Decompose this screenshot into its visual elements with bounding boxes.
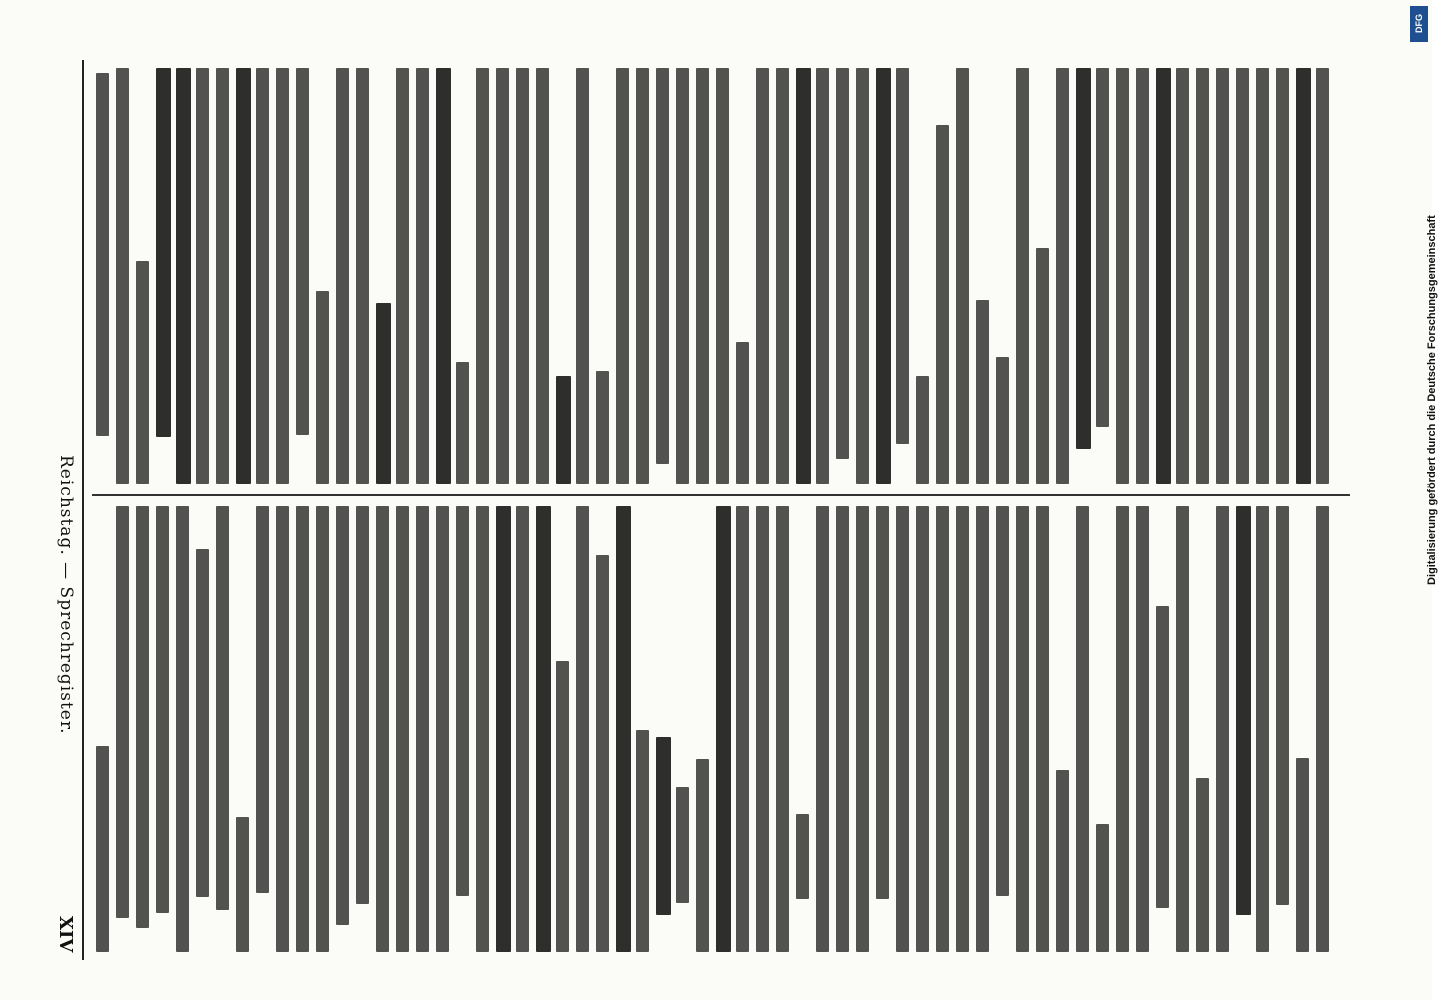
text-line: [196, 549, 209, 897]
text-line: [636, 730, 649, 952]
text-line: [256, 68, 269, 484]
text-line: [476, 506, 489, 952]
text-line: [996, 357, 1009, 484]
text-line: [776, 68, 789, 484]
text-line: [456, 506, 469, 896]
text-line: [316, 506, 329, 952]
text-line: [136, 261, 149, 484]
text-line: [1196, 778, 1209, 952]
text-line: [896, 506, 909, 952]
text-line: [1076, 68, 1091, 449]
text-line: [396, 506, 409, 952]
text-line: [1276, 506, 1289, 905]
text-line: [576, 68, 589, 484]
text-line: [356, 506, 369, 904]
running-header-title: Reichstag. — Sprechregister.: [56, 455, 76, 735]
text-line: [496, 506, 511, 952]
text-line: [1176, 68, 1189, 484]
text-line: [516, 68, 529, 484]
text-line: [1156, 68, 1171, 484]
text-line: [416, 506, 429, 952]
text-line: [236, 817, 249, 952]
text-line: [516, 506, 529, 952]
text-line: [676, 787, 689, 903]
text-line: [476, 68, 489, 484]
text-line: [676, 68, 689, 484]
text-line: [636, 68, 649, 484]
digitization-credit: Digitalisierung gefördert durch die Deutsche Forschungsgemeinschaft: [1426, 215, 1438, 585]
text-line: [596, 371, 609, 484]
text-line: [576, 506, 589, 952]
text-line: [1256, 506, 1269, 952]
text-line: [756, 506, 769, 952]
text-line: [1236, 68, 1249, 484]
text-line: [496, 68, 509, 484]
text-line: [856, 68, 869, 484]
text-line: [216, 506, 229, 910]
scanner-credit-strip: [1408, 0, 1438, 1000]
text-line: [1136, 68, 1149, 484]
page-number: XIV: [55, 916, 76, 953]
text-line: [916, 376, 929, 484]
text-line: [796, 814, 809, 899]
text-line: [996, 506, 1009, 896]
text-line: [1296, 68, 1311, 484]
text-line: [1256, 68, 1269, 484]
column-divider: [92, 494, 1350, 496]
text-line: [1216, 506, 1229, 952]
text-line: [736, 342, 749, 484]
text-line: [396, 68, 409, 484]
text-column-upper: [92, 60, 1342, 492]
text-line: [876, 68, 891, 484]
text-line: [976, 506, 989, 952]
text-line: [656, 737, 671, 915]
text-line: [356, 68, 369, 484]
text-line: [336, 68, 349, 484]
text-line: [616, 68, 629, 484]
text-line: [176, 68, 191, 484]
text-line: [1316, 68, 1329, 484]
text-column-lower: [92, 498, 1342, 960]
text-line: [296, 68, 309, 435]
text-line: [716, 68, 729, 484]
text-line: [136, 506, 149, 928]
text-line: [436, 506, 449, 952]
text-line: [756, 68, 769, 484]
text-line: [1076, 506, 1089, 952]
text-line: [956, 68, 969, 484]
text-line: [116, 68, 129, 484]
text-line: [96, 746, 109, 952]
dfg-logo: DFG: [1410, 6, 1428, 42]
text-line: [1156, 606, 1169, 908]
text-line: [116, 506, 129, 918]
text-line: [536, 68, 549, 484]
text-line: [156, 506, 169, 913]
text-line: [816, 506, 829, 952]
text-line: [696, 759, 709, 952]
text-line: [1116, 506, 1129, 952]
text-line: [236, 68, 251, 484]
text-line: [916, 506, 929, 952]
text-line: [616, 506, 631, 952]
text-line: [1276, 68, 1289, 484]
text-line: [836, 68, 849, 459]
text-line: [176, 506, 189, 952]
text-line: [556, 661, 569, 952]
text-line: [216, 68, 229, 484]
text-line: [776, 506, 789, 952]
text-line: [836, 506, 849, 952]
text-line: [96, 73, 109, 436]
text-line: [1216, 68, 1229, 484]
text-line: [1016, 506, 1029, 952]
text-line: [336, 506, 349, 925]
text-line: [1296, 758, 1309, 952]
text-line: [1236, 506, 1251, 915]
text-line: [1036, 506, 1049, 952]
text-line: [1196, 68, 1209, 484]
text-line: [976, 300, 989, 484]
text-line: [1316, 506, 1329, 952]
running-header-strip: [48, 0, 78, 1000]
text-line: [696, 68, 709, 484]
text-line: [1116, 68, 1129, 484]
text-line: [956, 506, 969, 952]
text-line: [816, 68, 829, 484]
text-line: [1096, 824, 1109, 952]
text-line: [936, 125, 949, 484]
text-line: [1056, 68, 1069, 484]
text-line: [1096, 68, 1109, 427]
text-line: [1036, 248, 1049, 484]
text-line: [296, 506, 309, 952]
text-line: [796, 68, 811, 484]
text-line: [936, 506, 949, 952]
text-line: [376, 506, 389, 952]
header-rule: [82, 60, 84, 960]
text-line: [876, 506, 889, 899]
text-line: [256, 506, 269, 893]
text-line: [896, 68, 909, 444]
text-line: [1016, 68, 1029, 484]
text-line: [856, 506, 869, 952]
text-line: [316, 291, 329, 484]
text-line: [1056, 770, 1069, 952]
text-line: [436, 68, 451, 484]
text-line: [196, 68, 209, 484]
text-line: [276, 506, 289, 952]
text-line: [376, 303, 391, 484]
text-line: [1136, 506, 1149, 952]
text-line: [1176, 506, 1189, 952]
text-line: [416, 68, 429, 484]
text-line: [456, 362, 469, 484]
text-line: [156, 68, 171, 437]
text-line: [656, 68, 669, 464]
text-line: [556, 376, 571, 484]
text-line: [536, 506, 551, 952]
text-line: [716, 506, 731, 952]
text-line: [596, 555, 609, 952]
text-line: [736, 506, 749, 952]
text-line: [276, 68, 289, 484]
